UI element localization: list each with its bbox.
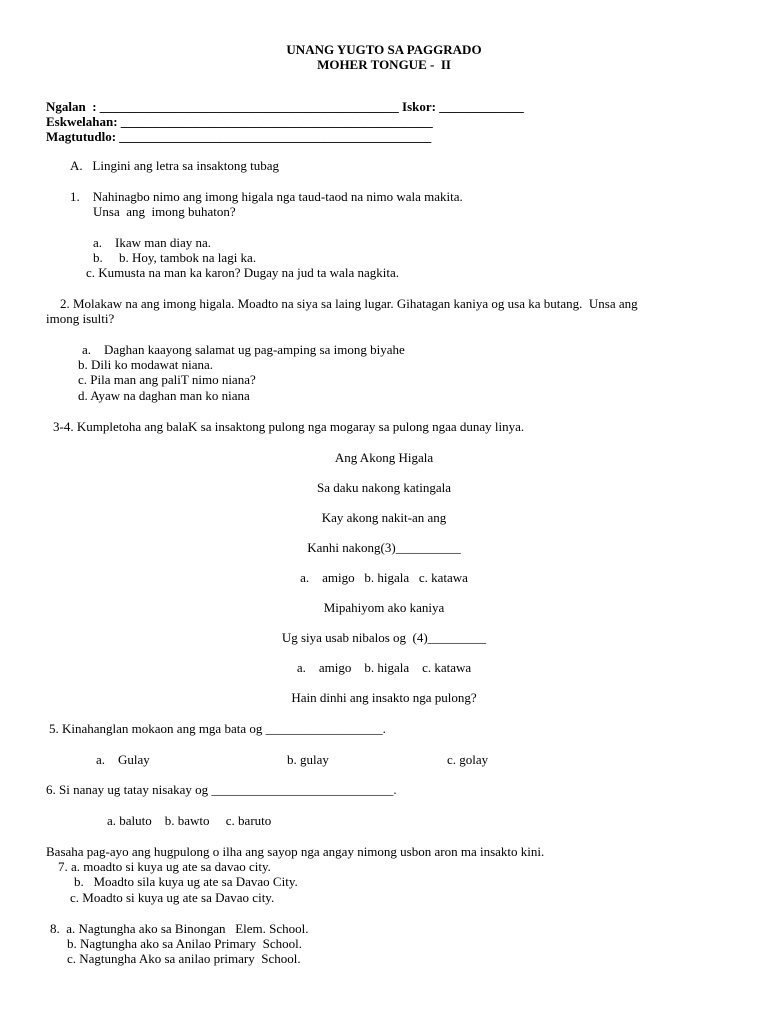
question-7-choice-b: b. Moadto sila kuya ug ate sa Davao City.: [74, 874, 298, 889]
teacher-field-line[interactable]: Magtutudlo: ________________________________________________: [46, 129, 432, 144]
question-3-choices: a. amigo b. higala c. katawa: [300, 570, 468, 585]
question-7-choice-a: 7. a. moadto si kuya ug ate sa davao city.: [58, 859, 271, 874]
question-2-choice-c: c. Pila man ang paliT nimo niana?: [78, 372, 256, 387]
question-2-line-2: imong isulti?: [46, 311, 115, 326]
question-5-choice-a: a. Gulay: [96, 752, 150, 767]
poem-line-3: Kanhi nakong(3)__________: [307, 540, 461, 555]
question-2-line-1: 2. Molakaw na ang imong higala. Moadto na siya sa laing lugar. Gihatagan kaniya og usa ka butang. Unsa ang: [60, 296, 638, 311]
poem-line-4: Mipahiyom ako kaniya: [323, 600, 445, 615]
question-1-choice-c: c. Kumusta na man ka karon? Dugay na jud ta wala nagkita.: [86, 265, 399, 280]
question-5-choice-c: c. golay: [447, 752, 489, 767]
poem-line-2: Kay akong nakit-an ang: [321, 510, 447, 525]
question-1-line-2: Unsa ang imong buhaton?: [93, 204, 236, 219]
poem-line-5: Ug siya usab nibalos og (4)_________: [281, 630, 487, 645]
question-2-choice-a: a. Daghan kaayong salamat ug pag-amping sa imong biyahe: [82, 342, 405, 357]
question-8-choice-c: c. Nagtungha Ako sa anilao primary School.: [67, 951, 301, 966]
question-7-choice-c: c. Moadto si kuya ug ate sa Davao city.: [70, 890, 275, 905]
section-a-instruction: A. Lingini ang letra sa insaktong tubag: [70, 158, 280, 173]
question-3-4-instruction: 3-4. Kumpletoha ang balaK sa insaktong pulong nga mogaray sa pulong ngaa dunay linya.: [53, 419, 525, 434]
question-6-stem: 6. Si nanay ug tatay nisakay og ____________________________.: [46, 782, 397, 797]
question-2-choice-d: d. Ayaw na daghan man ko niana: [78, 388, 250, 403]
page-title: UNANG YUGTO SA PAGGRADO: [286, 42, 482, 57]
school-field-line[interactable]: Eskwelahan: ________________________________________________: [46, 114, 433, 129]
question-8-choice-b: b. Nagtungha ako sa Anilao Primary School.: [67, 936, 303, 951]
question-1-choice-b: b. b. Hoy, tambok na lagi ka.: [93, 250, 257, 265]
question-1-choice-a: a. Ikaw man diay na.: [93, 235, 212, 250]
poem-question: Hain dinhi ang insakto nga pulong?: [291, 690, 477, 705]
question-6-choices: a. baluto b. bawto c. baruto: [107, 813, 272, 828]
question-5-stem: 5. Kinahanglan mokaon ang mga bata og __________________.: [49, 721, 386, 736]
question-4-choices: a. amigo b. higala c. katawa: [296, 660, 472, 675]
poem-line-1: Sa daku nakong katingala: [317, 480, 451, 495]
section-b-instruction: Basaha pag-ayo ang hugpulong o ilha ang sayop nga angay nimong usbon aron ma insakto kini.: [46, 844, 545, 859]
question-1-line-1: 1. Nahinagbo nimo ang imong higala nga taud-taod na nimo wala makita.: [70, 189, 463, 204]
name-field-line[interactable]: Ngalan : ______________________________________________ Iskor: _____________: [46, 99, 524, 114]
question-8-choice-a: 8. a. Nagtungha ako sa Binongan Elem. School.: [50, 921, 309, 936]
poem-title: Ang Akong Higala: [334, 450, 434, 465]
question-2-choice-b: b. Dili ko modawat niana.: [78, 357, 214, 372]
page-subtitle: MOHER TONGUE - II: [317, 57, 451, 72]
question-5-choice-b: b. gulay: [287, 752, 329, 767]
